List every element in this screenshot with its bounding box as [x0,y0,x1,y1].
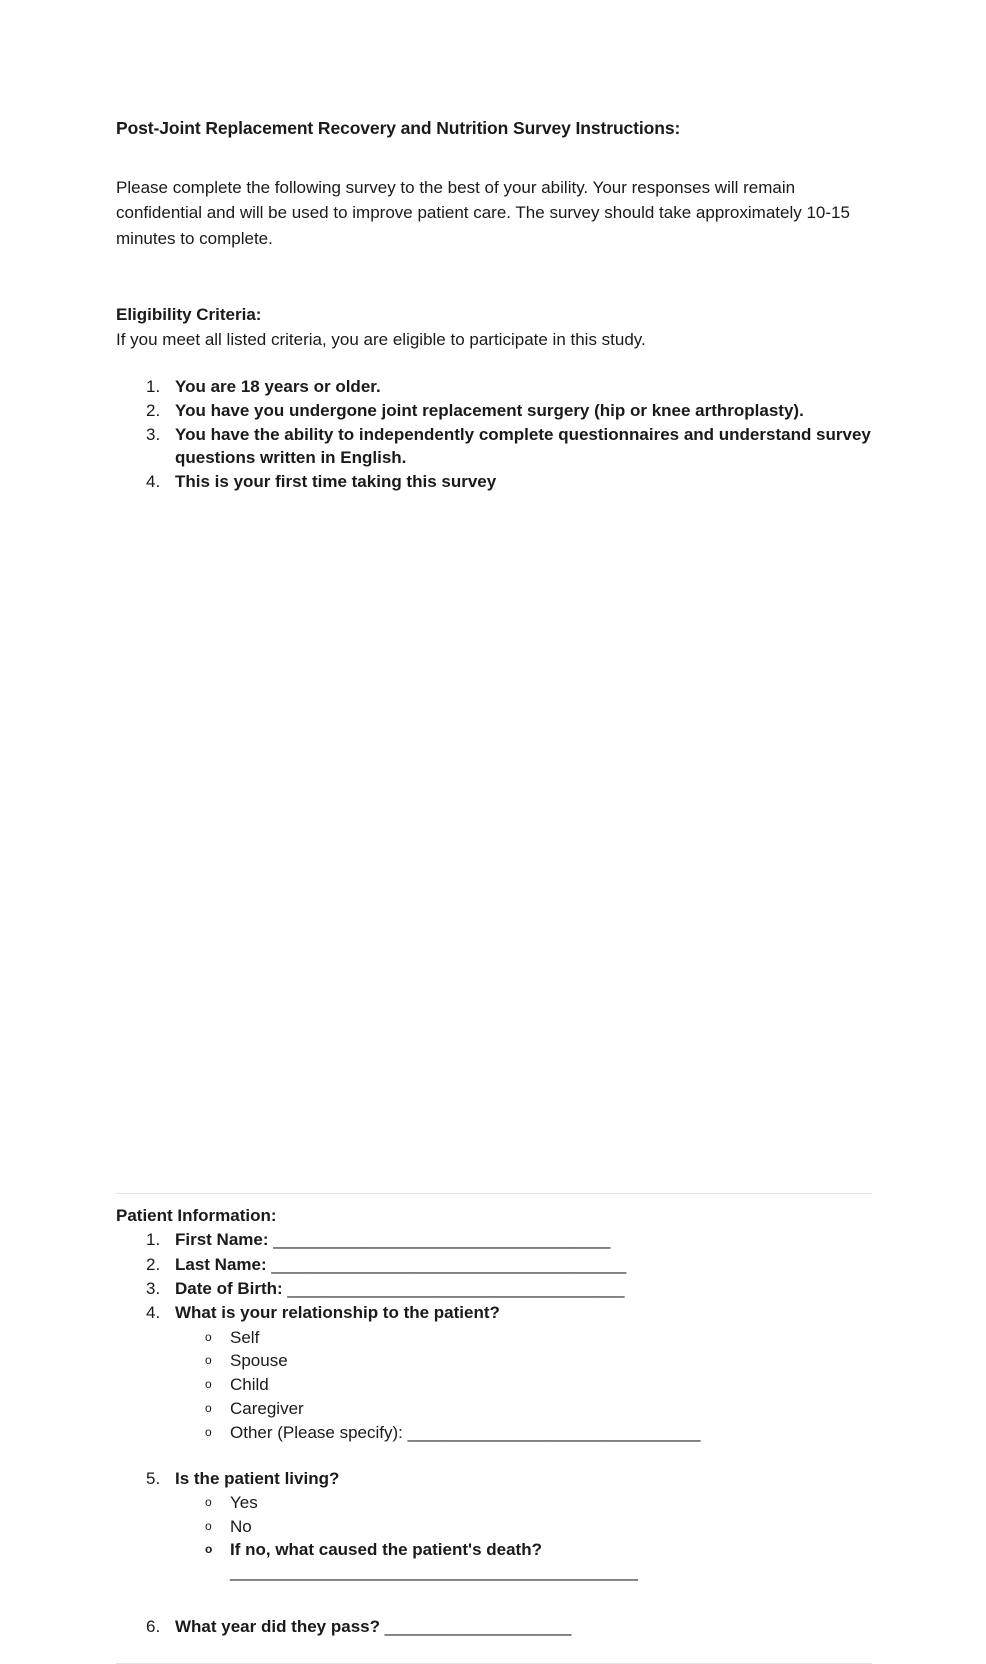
list-marker: 2. [146,1254,161,1274]
patient-information-heading: Patient Information: [116,1205,277,1225]
list-item-text: You have the ability to independently complete questionnaires and understand survey questions written in English. [175,424,871,468]
option-label: Child [230,1375,269,1395]
spacer [116,1640,872,1663]
spacer [116,494,872,1193]
option-label: Caregiver [230,1398,304,1418]
first-name-label: First Name: [175,1230,274,1250]
option-child[interactable] [116,1373,872,1397]
date-of-birth-field[interactable]: ______________________________________ [287,1279,624,1298]
relationship-options [116,1326,872,1445]
cause-of-death-field[interactable]: ______________________________________________ [230,1562,638,1582]
circle-bullet-icon: o [205,1542,213,1557]
list-marker: 5. [146,1468,161,1488]
first-name-field[interactable]: ______________________________________ [273,1230,610,1250]
circle-bullet-icon: o [205,1518,212,1533]
list-item-text: You have you undergone joint replacement surgery (hip or knee arthroplasty). [175,401,804,421]
list-item-text: You are 18 years or older. [175,377,381,397]
list-marker: 4. [146,472,161,492]
circle-bullet-icon: o [205,1329,212,1344]
option-label: No [230,1516,252,1536]
spacer [116,1595,872,1615]
list-item [116,399,872,422]
option-cause-of-death [116,1538,872,1562]
page-title: Post-Joint Replacement Recovery and Nutrition Survey Instructions: [116,118,681,138]
list-marker: 1. [146,377,161,397]
list-marker: 2. [146,401,161,421]
spacer [116,252,872,303]
year-passed-field[interactable]: _____________________ [384,1617,571,1637]
option-caregiver[interactable] [116,1397,872,1421]
circle-bullet-icon: o [205,1377,212,1392]
cause-of-death-answer-row [116,1562,872,1595]
circle-bullet-icon: o [205,1494,212,1509]
year-passed-question [116,1615,872,1638]
date-of-birth-label: Date of Birth: [175,1279,288,1298]
list-marker: 6. [146,1617,161,1637]
list-marker: 3. [146,424,161,444]
patient-living-label: Is the patient living? [175,1468,340,1488]
list-marker: 3. [146,1279,161,1298]
list-item [116,470,872,493]
list-item-last-name [116,1253,872,1276]
year-passed-label: What year did they pass? [175,1617,385,1637]
option-no[interactable] [116,1515,872,1539]
option-label: Self [230,1327,260,1347]
eligibility-subtext: If you meet all listed criteria, you are eligible to participate in this study. [116,329,646,349]
document-content [116,0,872,1664]
list-item-relationship [116,1301,872,1324]
list-marker: 1. [146,1230,161,1250]
spacer [116,1445,872,1467]
list-marker: 4. [146,1303,161,1323]
option-label: Spouse [230,1351,288,1371]
intro-paragraph: Please complete the following survey to the best of your ability. Your responses will remain confidential and will be used to improve patient care. The survey should take approximately 10-15 minutes to complete. [116,177,850,249]
spacer [116,1194,872,1204]
last-name-field[interactable]: ________________________________________ [271,1254,626,1274]
option-label: Other (Please specify): [230,1422,408,1442]
list-item [116,423,872,470]
last-name-label: Last Name: [175,1254,272,1274]
relationship-question-label: What is your relationship to the patient? [175,1303,500,1323]
option-spouse[interactable] [116,1349,872,1373]
other-relationship-field[interactable]: _________________________________ [407,1422,700,1442]
list-item [116,375,872,398]
patient-information-list [116,1228,872,1324]
circle-bullet-icon: o [205,1353,212,1368]
list-item-text: This is your first time taking this survey [175,472,497,492]
option-other[interactable] [116,1421,872,1445]
eligibility-list [116,375,872,493]
option-label: If no, what caused the patient's death? [230,1540,542,1560]
option-yes[interactable] [116,1491,872,1515]
list-item-patient-living [116,1467,872,1490]
patient-living-options [116,1491,872,1562]
spacer [116,352,872,375]
list-item-year-passed [116,1615,872,1638]
circle-bullet-icon: o [205,1424,212,1439]
option-label: Yes [230,1492,258,1512]
eligibility-heading: Eligibility Criteria: [116,305,262,325]
list-item-date-of-birth [116,1277,872,1300]
option-self[interactable] [116,1326,872,1350]
circle-bullet-icon: o [205,1400,212,1415]
section-divider-bottom [116,1663,872,1664]
patient-living-question [116,1467,872,1490]
list-item-first-name [116,1228,872,1251]
